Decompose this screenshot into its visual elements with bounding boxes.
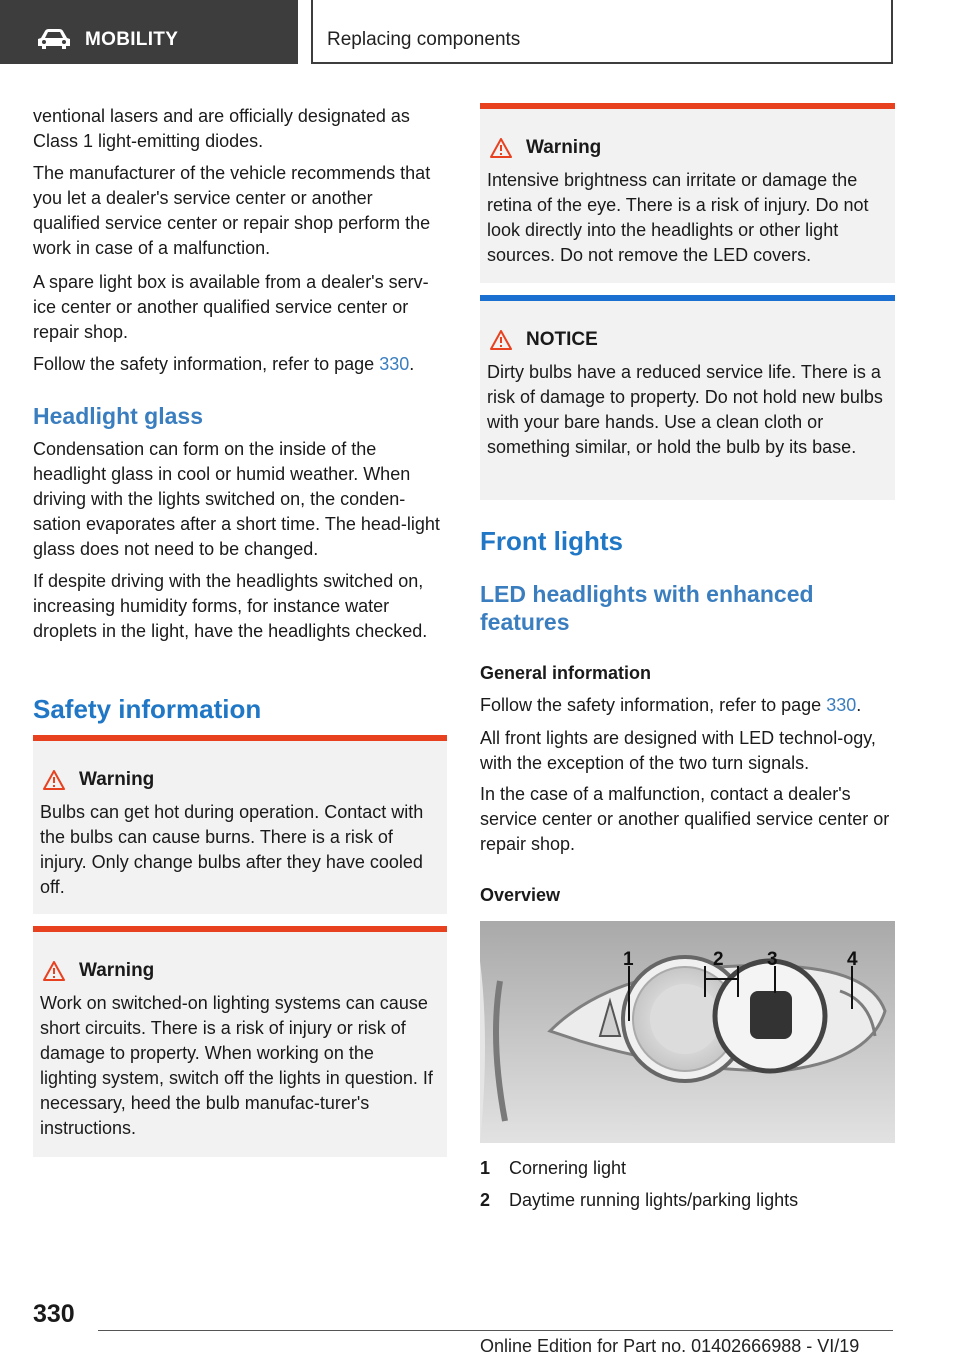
warning-triangle-icon: [43, 961, 65, 981]
warning-box: [33, 926, 447, 1157]
paragraph: ventional lasers and are officially designated as Class 1 light-emitting diodes.: [33, 106, 410, 151]
warning-text: Intensive brightness can irritate or damage the retina of the eye. There is a risk of injury. Do not look directly into the headlights or other light sources. Do not remove the LED covers.: [487, 170, 869, 265]
paragraph: If despite driving with the headlights switched on, increasing humidity forms, for instance water droplets in the light, have the headlights checked.: [33, 571, 428, 641]
heading-front-lights: Front lights: [480, 526, 623, 556]
warning-title: Warning: [40, 767, 437, 793]
warning-title: Warning: [487, 135, 885, 161]
notice-box: [480, 295, 895, 500]
warning-text: Bulbs can get hot during operation. Contact with the bulbs can cause burns. There is a risk of injury. Only change bulbs after they have cooled off.: [40, 802, 424, 897]
warning-triangle-icon: [490, 138, 512, 158]
paragraph-safety-ref: Follow the safety information, refer to page 330.: [480, 695, 862, 715]
warning-triangle-icon: [490, 330, 512, 350]
callout-3: 3: [767, 949, 778, 970]
header-chapter: [311, 0, 893, 64]
footer-edition: Online Edition for Part no. 01402666988 - VI/19: [480, 1336, 860, 1356]
callout-2: 2: [713, 949, 724, 970]
heading-overview: Overview: [480, 885, 561, 905]
legend-item: 1 Cornering light: [480, 1158, 627, 1178]
paragraph: All front lights are designed with LED technol-ogy, with the exception of the two turn signals.: [480, 728, 876, 773]
paragraph: The manufacturer of the vehicle recommends that you let a dealer's service center or another qualified service center or repair shop perform the work in case of a malfunction.: [33, 163, 431, 258]
legend-item: 2 Daytime running lights/parking lights: [480, 1190, 799, 1210]
page-link[interactable]: 330: [826, 695, 857, 715]
header-section-label: MOBILITY: [85, 29, 179, 50]
warning-box: [480, 103, 895, 283]
footer-divider: [98, 1330, 893, 1331]
paragraph-safety-ref: Follow the safety information, refer to page 330.: [33, 354, 415, 374]
notice-text: Dirty bulbs have a reduced service life. There is a risk of damage to property. Do not hold new bulbs with your bare hands. Use a clean cloth or something similar, or hold the bulb by its base.: [487, 362, 883, 457]
heading-safety-information: Safety information: [33, 694, 262, 724]
paragraph: In the case of a malfunction, contact a dealer's service center or another qualified service center or repair shop.: [480, 784, 890, 854]
warning-box: [33, 735, 447, 914]
header-chapter-label: Replacing components: [327, 29, 521, 50]
headlight-illustration: [480, 921, 895, 1143]
page-link[interactable]: 330: [379, 354, 410, 374]
callout-1: 1: [623, 949, 634, 970]
heading-led-headlights: LED headlights with enhanced features: [480, 581, 814, 635]
paragraph: A spare light box is available from a dealer's serv-ice center or another qualified service center or repair shop.: [33, 272, 429, 342]
callout-4: 4: [847, 949, 858, 970]
warning-text: Work on switched-on lighting systems can cause short circuits. There is a risk of injury or risk of damage to property. When working on the lighting system, switch off the lights in question. If necessary, heed the bulb manufac-turer's instructions.: [40, 993, 433, 1138]
headlight-photo: [480, 921, 895, 1143]
warning-triangle-icon: [43, 770, 65, 790]
heading-headlight-glass: Headlight glass: [33, 403, 203, 429]
header-section-tab: [0, 0, 298, 64]
paragraph: Condensation can form on the inside of the headlight glass in cool or humid weather. When driving with the lights switched on, the conden-sation evaporates after a short time. The head-light glass does not need to be changed.: [33, 439, 440, 559]
heading-general-information: General information: [480, 663, 652, 683]
notice-title: NOTICE: [487, 327, 885, 353]
warning-title: Warning: [40, 958, 437, 984]
car-icon: [36, 28, 72, 50]
page-number: 330: [33, 1300, 75, 1328]
